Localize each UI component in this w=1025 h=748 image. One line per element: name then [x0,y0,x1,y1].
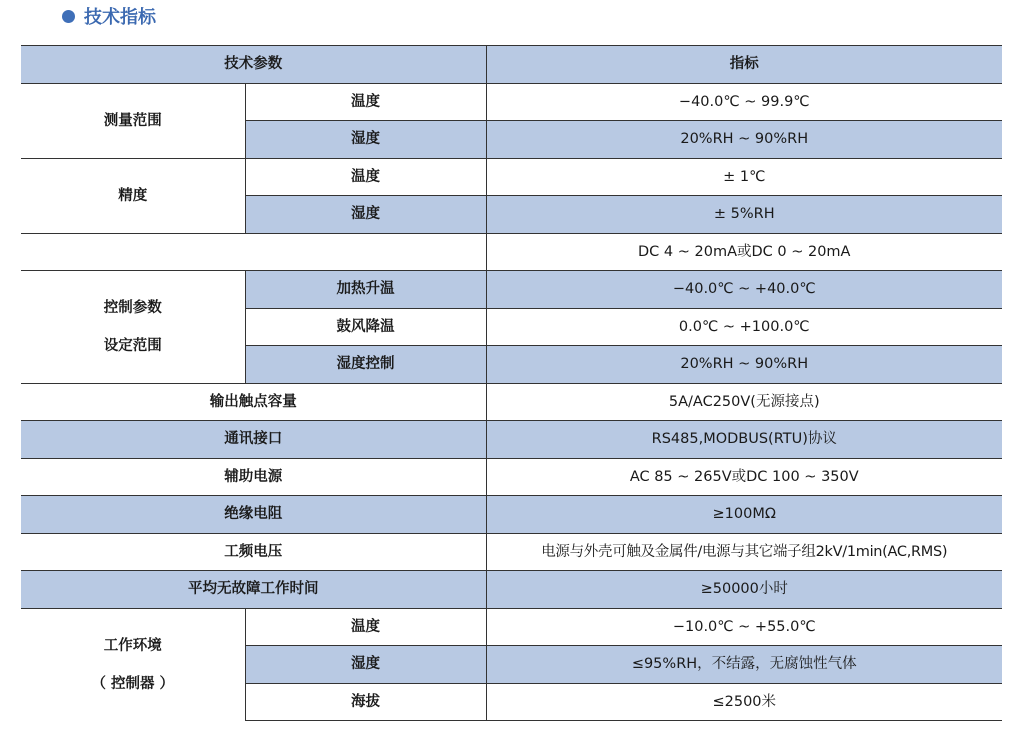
control-label-line2: 设定范围 [103,337,162,354]
measure-hum-label: 湿度 [245,121,486,159]
mtbf-value: ≥50000小时 [486,571,1002,609]
header-spec: 指标 [486,46,1002,84]
analog-output-label [21,233,486,271]
table-row [21,458,1002,496]
aux-power-value: AC 85 ~ 265V或DC 100 ~ 350V [486,458,1002,496]
insulation-value: ≥100MΩ [486,496,1002,534]
measure-temp-value: −40.0℃ ~ 99.9℃ [486,83,1002,121]
contact-capacity-label: 输出触点容量 [21,383,486,421]
control-hum-value: 20%RH ~ 90%RH [486,346,1002,384]
spec-table [21,45,1002,721]
section-header [62,4,156,28]
table-row [21,383,1002,421]
mtbf-label: 平均无故障工作时间 [21,571,486,609]
comm-value: RS485,MODBUS(RTU)协议 [486,421,1002,459]
comm-label: 通讯接口 [21,421,486,459]
withstand-label: 工频电压 [21,533,486,571]
table-row [21,533,1002,571]
analog-output-value: DC 4 ~ 20mA或DC 0 ~ 20mA [486,233,1002,271]
accuracy-hum-label: 湿度 [245,196,486,234]
environment-label-line2: （ 控制器 ） [91,675,175,692]
accuracy-label: 精度 [21,158,245,233]
accuracy-temp-label: 温度 [245,158,486,196]
bullet-icon [62,10,75,23]
table-row [21,83,1002,121]
withstand-value: 电源与外壳可触及金属件/电源与其它端子组2kV/1min(AC,RMS) [486,533,1002,571]
control-hum-label: 湿度控制 [245,346,486,384]
table-header-row [21,46,1002,84]
control-heat-value: −40.0℃ ~ +40.0℃ [486,271,1002,309]
environment-label-line1: 工作环境 [103,637,162,654]
control-label-line1: 控制参数 [103,299,162,316]
table-row [21,571,1002,609]
measure-temp-label: 温度 [245,83,486,121]
table-row [21,271,1002,309]
table-row [21,158,1002,196]
environment-hum-value: ≤95%RH，不结露，无腐蚀性气体 [486,646,1002,684]
environment-temp-label: 温度 [245,608,486,646]
control-cool-value: 0.0℃ ~ +100.0℃ [486,308,1002,346]
environment-hum-label: 湿度 [245,646,486,684]
measure-range-label: 测量范围 [21,83,245,158]
accuracy-temp-value: ± 1℃ [486,158,1002,196]
table-row [21,608,1002,646]
header-param: 技术参数 [21,46,486,84]
control-heat-label: 加热升温 [245,271,486,309]
contact-capacity-value: 5A/AC250V(无源接点) [486,383,1002,421]
aux-power-label: 辅助电源 [21,458,486,496]
table-row [21,421,1002,459]
table-row [21,496,1002,534]
table-row [21,233,1002,271]
environment-alt-label: 海拔 [245,683,486,721]
insulation-label: 绝缘电阻 [21,496,486,534]
environment-alt-value: ≤2500米 [486,683,1002,721]
control-label [21,271,245,384]
section-title: 技术指标 [84,7,156,28]
accuracy-hum-value: ± 5%RH [486,196,1002,234]
environment-temp-value: −10.0℃ ~ +55.0℃ [486,608,1002,646]
measure-hum-value: 20%RH ~ 90%RH [486,121,1002,159]
control-cool-label: 鼓风降温 [245,308,486,346]
environment-label [21,608,245,721]
